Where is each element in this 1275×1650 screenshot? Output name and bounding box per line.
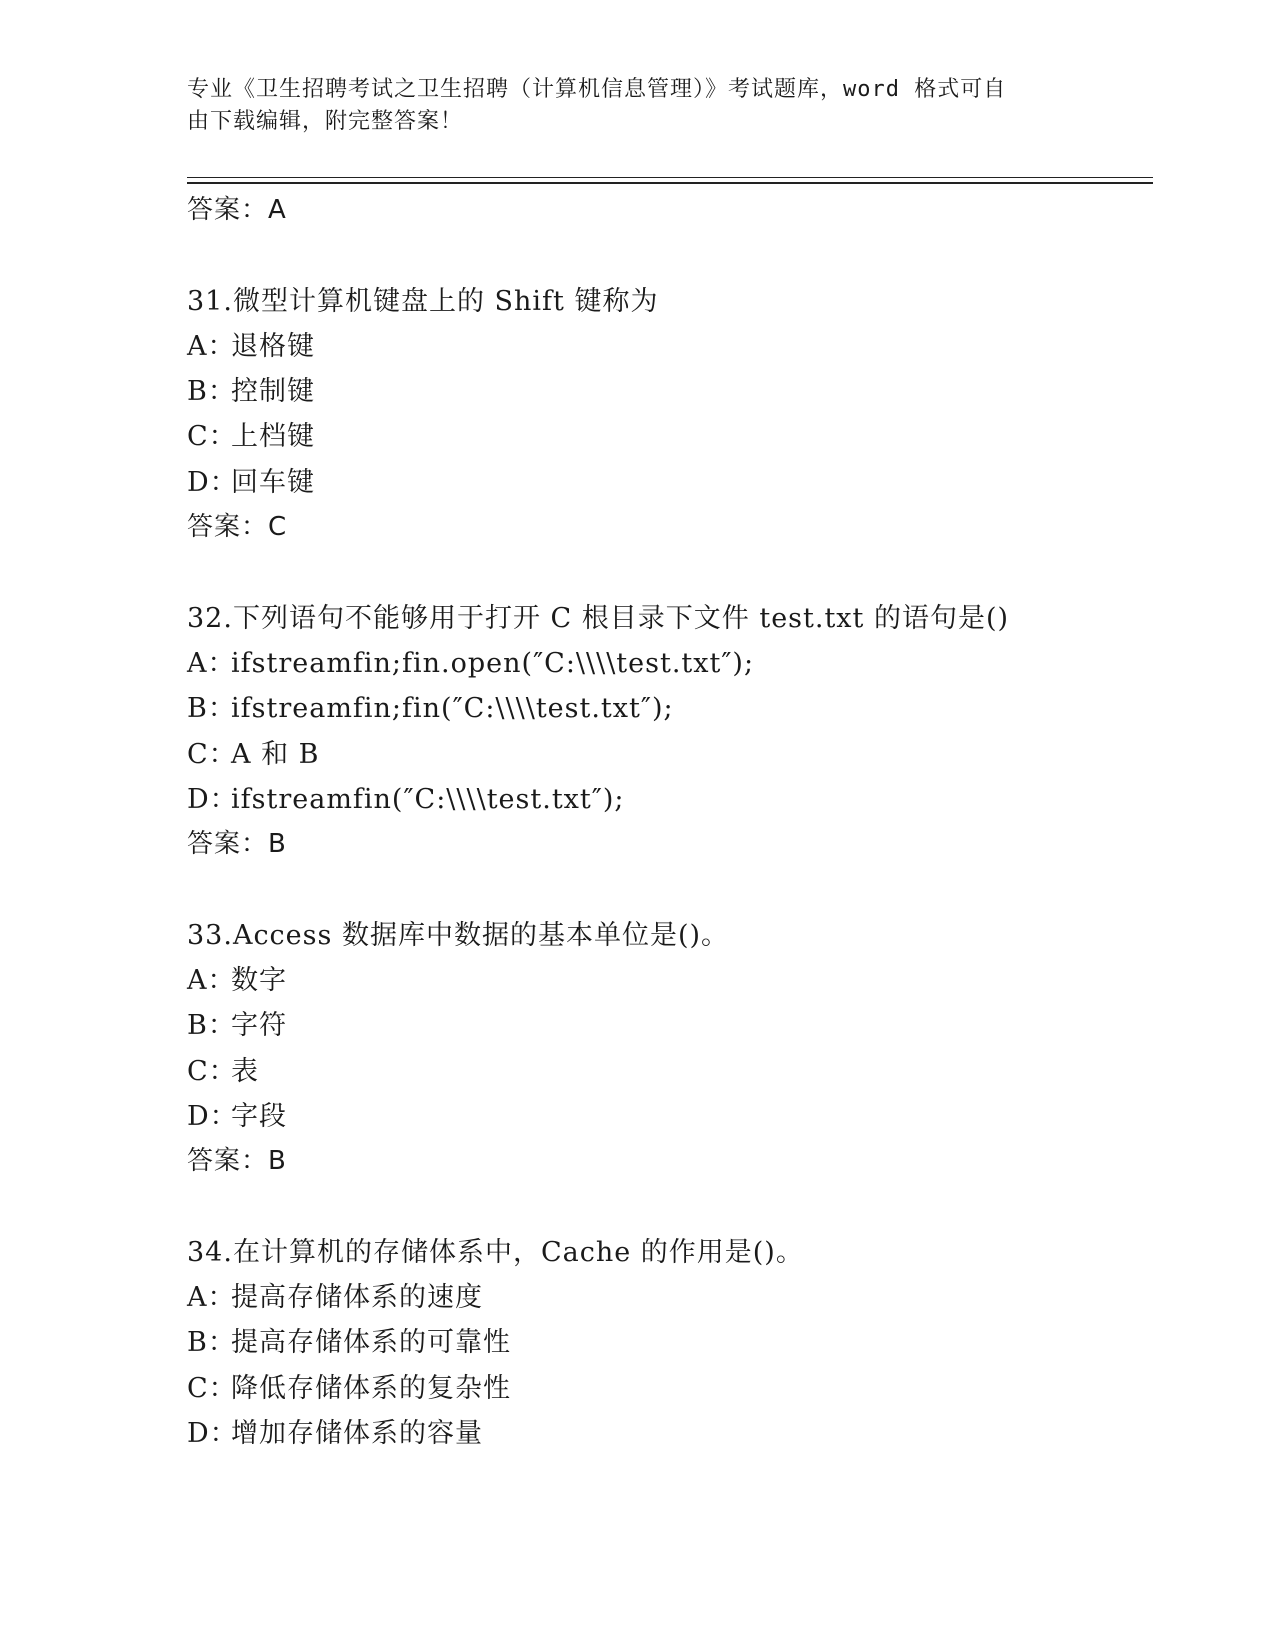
option-b bbox=[187, 686, 1153, 731]
option-text: 提高存储体系的速度 bbox=[231, 1282, 483, 1314]
question-stem: 34.在计算机的存储体系中，Cache 的作用是()。 bbox=[187, 1236, 804, 1268]
question-stem: 31.微型计算机键盘上的 Shift 键称为 bbox=[187, 285, 659, 317]
option-text: 表 bbox=[231, 1055, 259, 1087]
spacer bbox=[187, 867, 1153, 912]
option-label: B： bbox=[187, 1010, 236, 1042]
option-text: 字符 bbox=[231, 1010, 287, 1042]
option-a bbox=[187, 958, 1153, 1003]
answer: 答案：C bbox=[187, 512, 288, 543]
option-label: C： bbox=[187, 1372, 237, 1404]
option-label: A： bbox=[187, 647, 236, 679]
option-d bbox=[187, 1094, 1153, 1139]
question-list bbox=[187, 188, 1153, 1456]
option-a bbox=[187, 641, 1153, 686]
option-text: 提高存储体系的可靠性 bbox=[231, 1327, 511, 1359]
option-label: B： bbox=[187, 376, 236, 408]
option-text: 字段 bbox=[231, 1100, 287, 1132]
option-c bbox=[187, 1366, 1153, 1411]
option-b bbox=[187, 369, 1153, 414]
question-stem: 32.下列语句不能够用于打开 C 根目录下文件 test.txt 的语句是() bbox=[187, 602, 1010, 634]
option-label: A： bbox=[187, 1282, 236, 1314]
option-text: 上档键 bbox=[231, 421, 315, 453]
question-stem: 33.Access 数据库中数据的基本单位是()。 bbox=[187, 919, 730, 951]
option-b bbox=[187, 1003, 1153, 1048]
option-text: 降低存储体系的复杂性 bbox=[231, 1372, 511, 1404]
option-d bbox=[187, 460, 1153, 505]
option-label: A： bbox=[187, 965, 236, 997]
option-d bbox=[187, 1411, 1153, 1456]
option-text: 回车键 bbox=[231, 466, 315, 498]
option-a bbox=[187, 1275, 1153, 1320]
option-text: 退格键 bbox=[231, 330, 315, 362]
header-divider-thin bbox=[187, 177, 1153, 178]
option-label: D： bbox=[187, 1100, 238, 1132]
option-c bbox=[187, 414, 1153, 459]
option-text: 增加存储体系的容量 bbox=[231, 1418, 483, 1450]
option-label: D： bbox=[187, 1418, 238, 1450]
option-b bbox=[187, 1320, 1153, 1365]
answer-previous: 答案：A bbox=[187, 195, 287, 225]
answer: 答案：B bbox=[187, 829, 287, 860]
header-line-1: 专业《卫生招聘考试之卫生招聘（计算机信息管理）》考试题库，word 格式可自 bbox=[187, 77, 1007, 102]
option-label: B： bbox=[187, 693, 236, 725]
spacer bbox=[187, 550, 1153, 595]
option-a bbox=[187, 324, 1153, 369]
spacer bbox=[187, 1185, 1153, 1230]
option-label: B： bbox=[187, 1327, 236, 1359]
option-text: ifstreamfin;fin.open(″C:\\\\test.txt″); bbox=[231, 647, 755, 679]
option-c bbox=[187, 732, 1153, 777]
option-d bbox=[187, 777, 1153, 822]
option-label: C： bbox=[187, 1055, 237, 1087]
option-label: C： bbox=[187, 738, 237, 770]
option-text: ifstreamfin(″C:\\\\test.txt″); bbox=[231, 783, 625, 815]
header-divider-thick bbox=[187, 182, 1153, 184]
option-label: D： bbox=[187, 783, 238, 815]
answer: 答案：B bbox=[187, 1146, 287, 1177]
option-text: A 和 B bbox=[231, 738, 320, 770]
option-label: D： bbox=[187, 466, 238, 498]
option-text: 控制键 bbox=[231, 376, 315, 408]
option-label: C： bbox=[187, 421, 237, 453]
option-text: ifstreamfin;fin(″C:\\\\test.txt″); bbox=[231, 693, 674, 725]
spacer bbox=[187, 233, 1153, 278]
option-label: A： bbox=[187, 330, 236, 362]
option-text: 数字 bbox=[231, 965, 287, 997]
option-c bbox=[187, 1049, 1153, 1094]
document-header bbox=[187, 74, 1067, 138]
header-line-2: 由下载编辑，附完整答案！ bbox=[187, 109, 464, 134]
